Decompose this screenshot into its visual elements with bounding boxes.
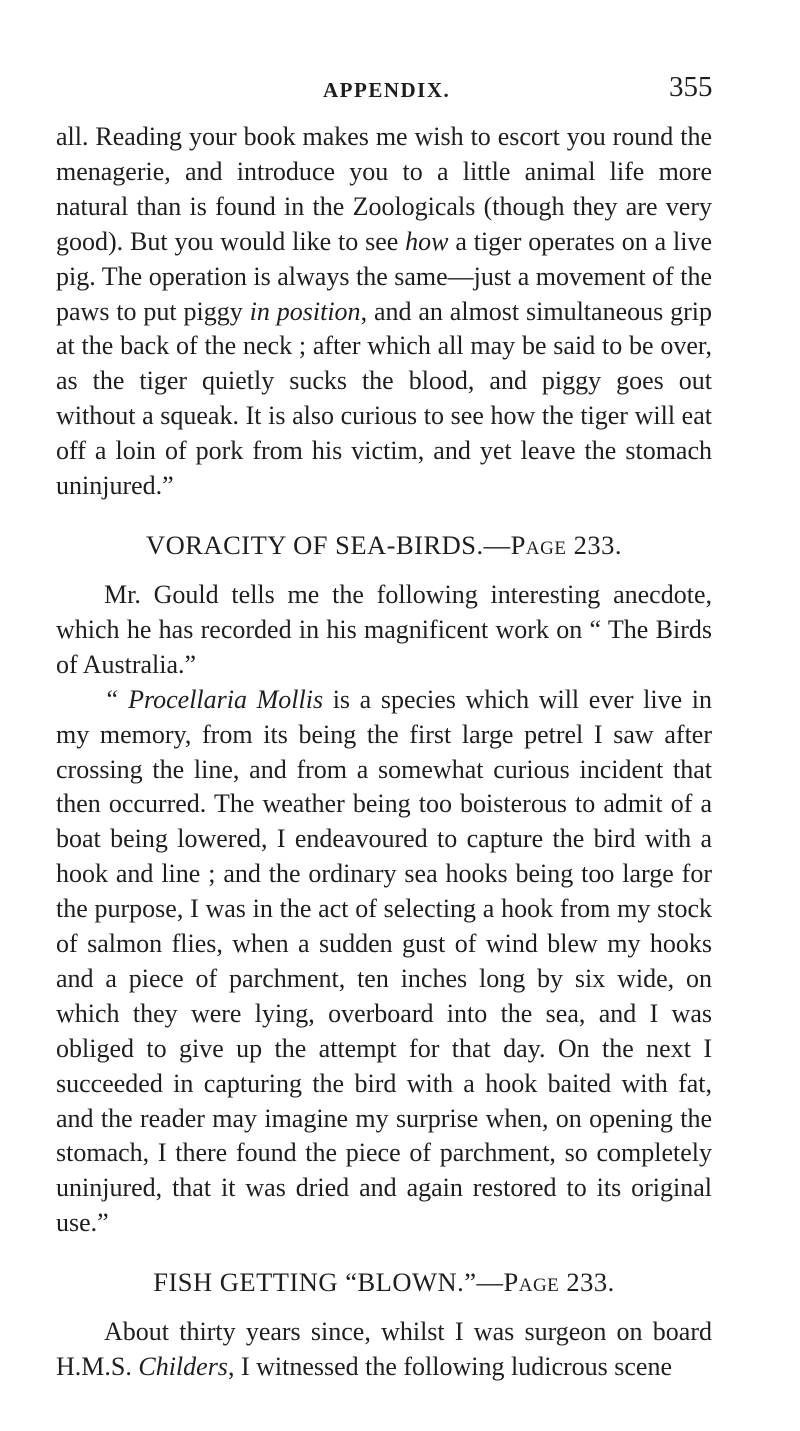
emphasis-in-position: in position xyxy=(249,296,361,326)
page-number: 355 xyxy=(669,71,713,103)
paragraph-text: all. Reading your book makes me wish to escort you round the menagerie, and introduce you to a little animal life more natural than is found in the Zoologicals (though they are very good). But you would like to see xyxy=(56,122,712,256)
paragraph-text: is a species which will ever live in my memory, from its being the first large petrel I saw after crossing the line, and from a somewhat curious incident that then occurred. The weather being too boisterous to admit of a boat being lowered, I endeavoured to capture the bird with a hook and line ; and the ordinary sea hooks being too large for the purpose, I was in the act of selecting a hook from my stock of salmon flies, when a sudden gust of wind blew my hooks and a piece of parchment, ten inches long by six wide, on which they were lying, overboard into the sea, and I was obliged to give up the attempt for that day. On the next I succeeded in capturing the bird with a hook baited with fat, and the reader may imagine my surprise when, on opening the stomach, I there found the piece of parchment, so completely uninjured, that it was dried and again restored to its original use.” xyxy=(56,684,712,1238)
heading-title: VORACITY OF SEA-BIRDS.— xyxy=(146,529,511,560)
body-text xyxy=(56,120,712,1385)
paragraph-text: , and an almost simultaneous grip at the back of the neck ; after which all may be said to be over, as the tiger quietly sucks the blood, and piggy goes out without a squeak. It is also curious to see how the tiger will eat off a loin of pork from his victim, and yet leave the stomach uninjured.” xyxy=(56,296,712,501)
heading-page-ref: Page 233. xyxy=(510,529,622,560)
emphasis-how: how xyxy=(405,226,449,256)
heading-title: FISH GETTING “BLOWN.”— xyxy=(153,1267,504,1298)
section-heading-fish xyxy=(56,1264,712,1300)
paragraph-gould xyxy=(56,578,712,683)
heading-page-ref: Page 233. xyxy=(503,1267,615,1298)
open-quote: “ xyxy=(104,684,129,714)
paragraph-procellaria xyxy=(56,683,712,1242)
running-title: APPENDIX. xyxy=(323,78,451,102)
paragraph-text: a tiger operates on a live pig. The operation is always the same—just a movement of the paws to put piggy xyxy=(56,226,712,326)
ship-name: Childers xyxy=(138,1352,228,1382)
species-name: Procellaria Mollis xyxy=(128,684,324,714)
paragraph-text: About thirty years since, whilst I was surgeon on board H.M.S. xyxy=(56,1317,712,1382)
paragraph-text: Mr. Gould tells me the following interesting anecdote, which he has recorded in his magnificent work on “ The Birds of Australia.” xyxy=(56,579,712,679)
paragraph-text: , I witnessed the following ludicrous scene xyxy=(227,1352,673,1382)
section-heading-voracity xyxy=(56,527,712,563)
paragraph-childers xyxy=(56,1315,712,1385)
paragraph-tiger xyxy=(56,120,712,504)
running-head xyxy=(0,68,800,108)
